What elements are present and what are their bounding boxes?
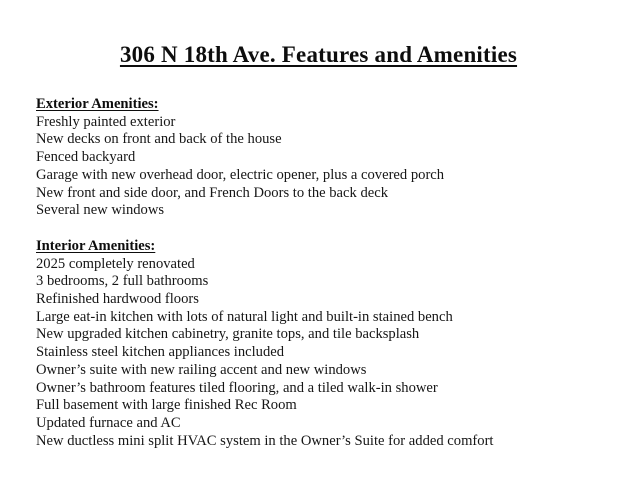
feature-line: Updated furnace and AC: [36, 414, 181, 431]
feature-line: Owner’s bathroom features tiled flooring, and a tiled walk-in shower: [36, 379, 438, 396]
feature-line: Owner’s suite with new railing accent and new windows: [36, 361, 367, 378]
feature-line: Freshly painted exterior: [36, 113, 176, 130]
feature-line: New upgraded kitchen cabinetry, granite tops, and tile backsplash: [36, 326, 420, 343]
feature-line: Large eat-in kitchen with lots of natural light and built-in stained bench: [36, 308, 453, 325]
feature-line: 2025 completely renovated: [36, 255, 195, 272]
section-interior-amenities: [36, 238, 607, 450]
document-body: [0, 96, 637, 450]
section-heading: Interior Amenities:: [36, 237, 156, 254]
feature-line: Several new windows: [36, 202, 165, 219]
feature-line: New front and side door, and French Doors to the back deck: [36, 184, 388, 201]
feature-line: Fenced backyard: [36, 149, 136, 166]
feature-line: Garage with new overhead door, electric opener, plus a covered porch: [36, 166, 445, 183]
feature-line: Stainless steel kitchen appliances included: [36, 344, 285, 361]
feature-line: Full basement with large finished Rec Room: [36, 397, 297, 414]
feature-line: New decks on front and back of the house: [36, 131, 282, 148]
feature-line: 3 bedrooms, 2 full bathrooms: [36, 273, 209, 290]
section-exterior-amenities: [36, 96, 607, 220]
feature-line: Refinished hardwood floors: [36, 291, 199, 308]
section-heading: Exterior Amenities:: [36, 96, 159, 112]
page-title: 306 N 18th Ave. Features and Amenities: [119, 42, 518, 67]
feature-line: New ductless mini split HVAC system in the Owner’s Suite for added comfort: [36, 432, 494, 449]
